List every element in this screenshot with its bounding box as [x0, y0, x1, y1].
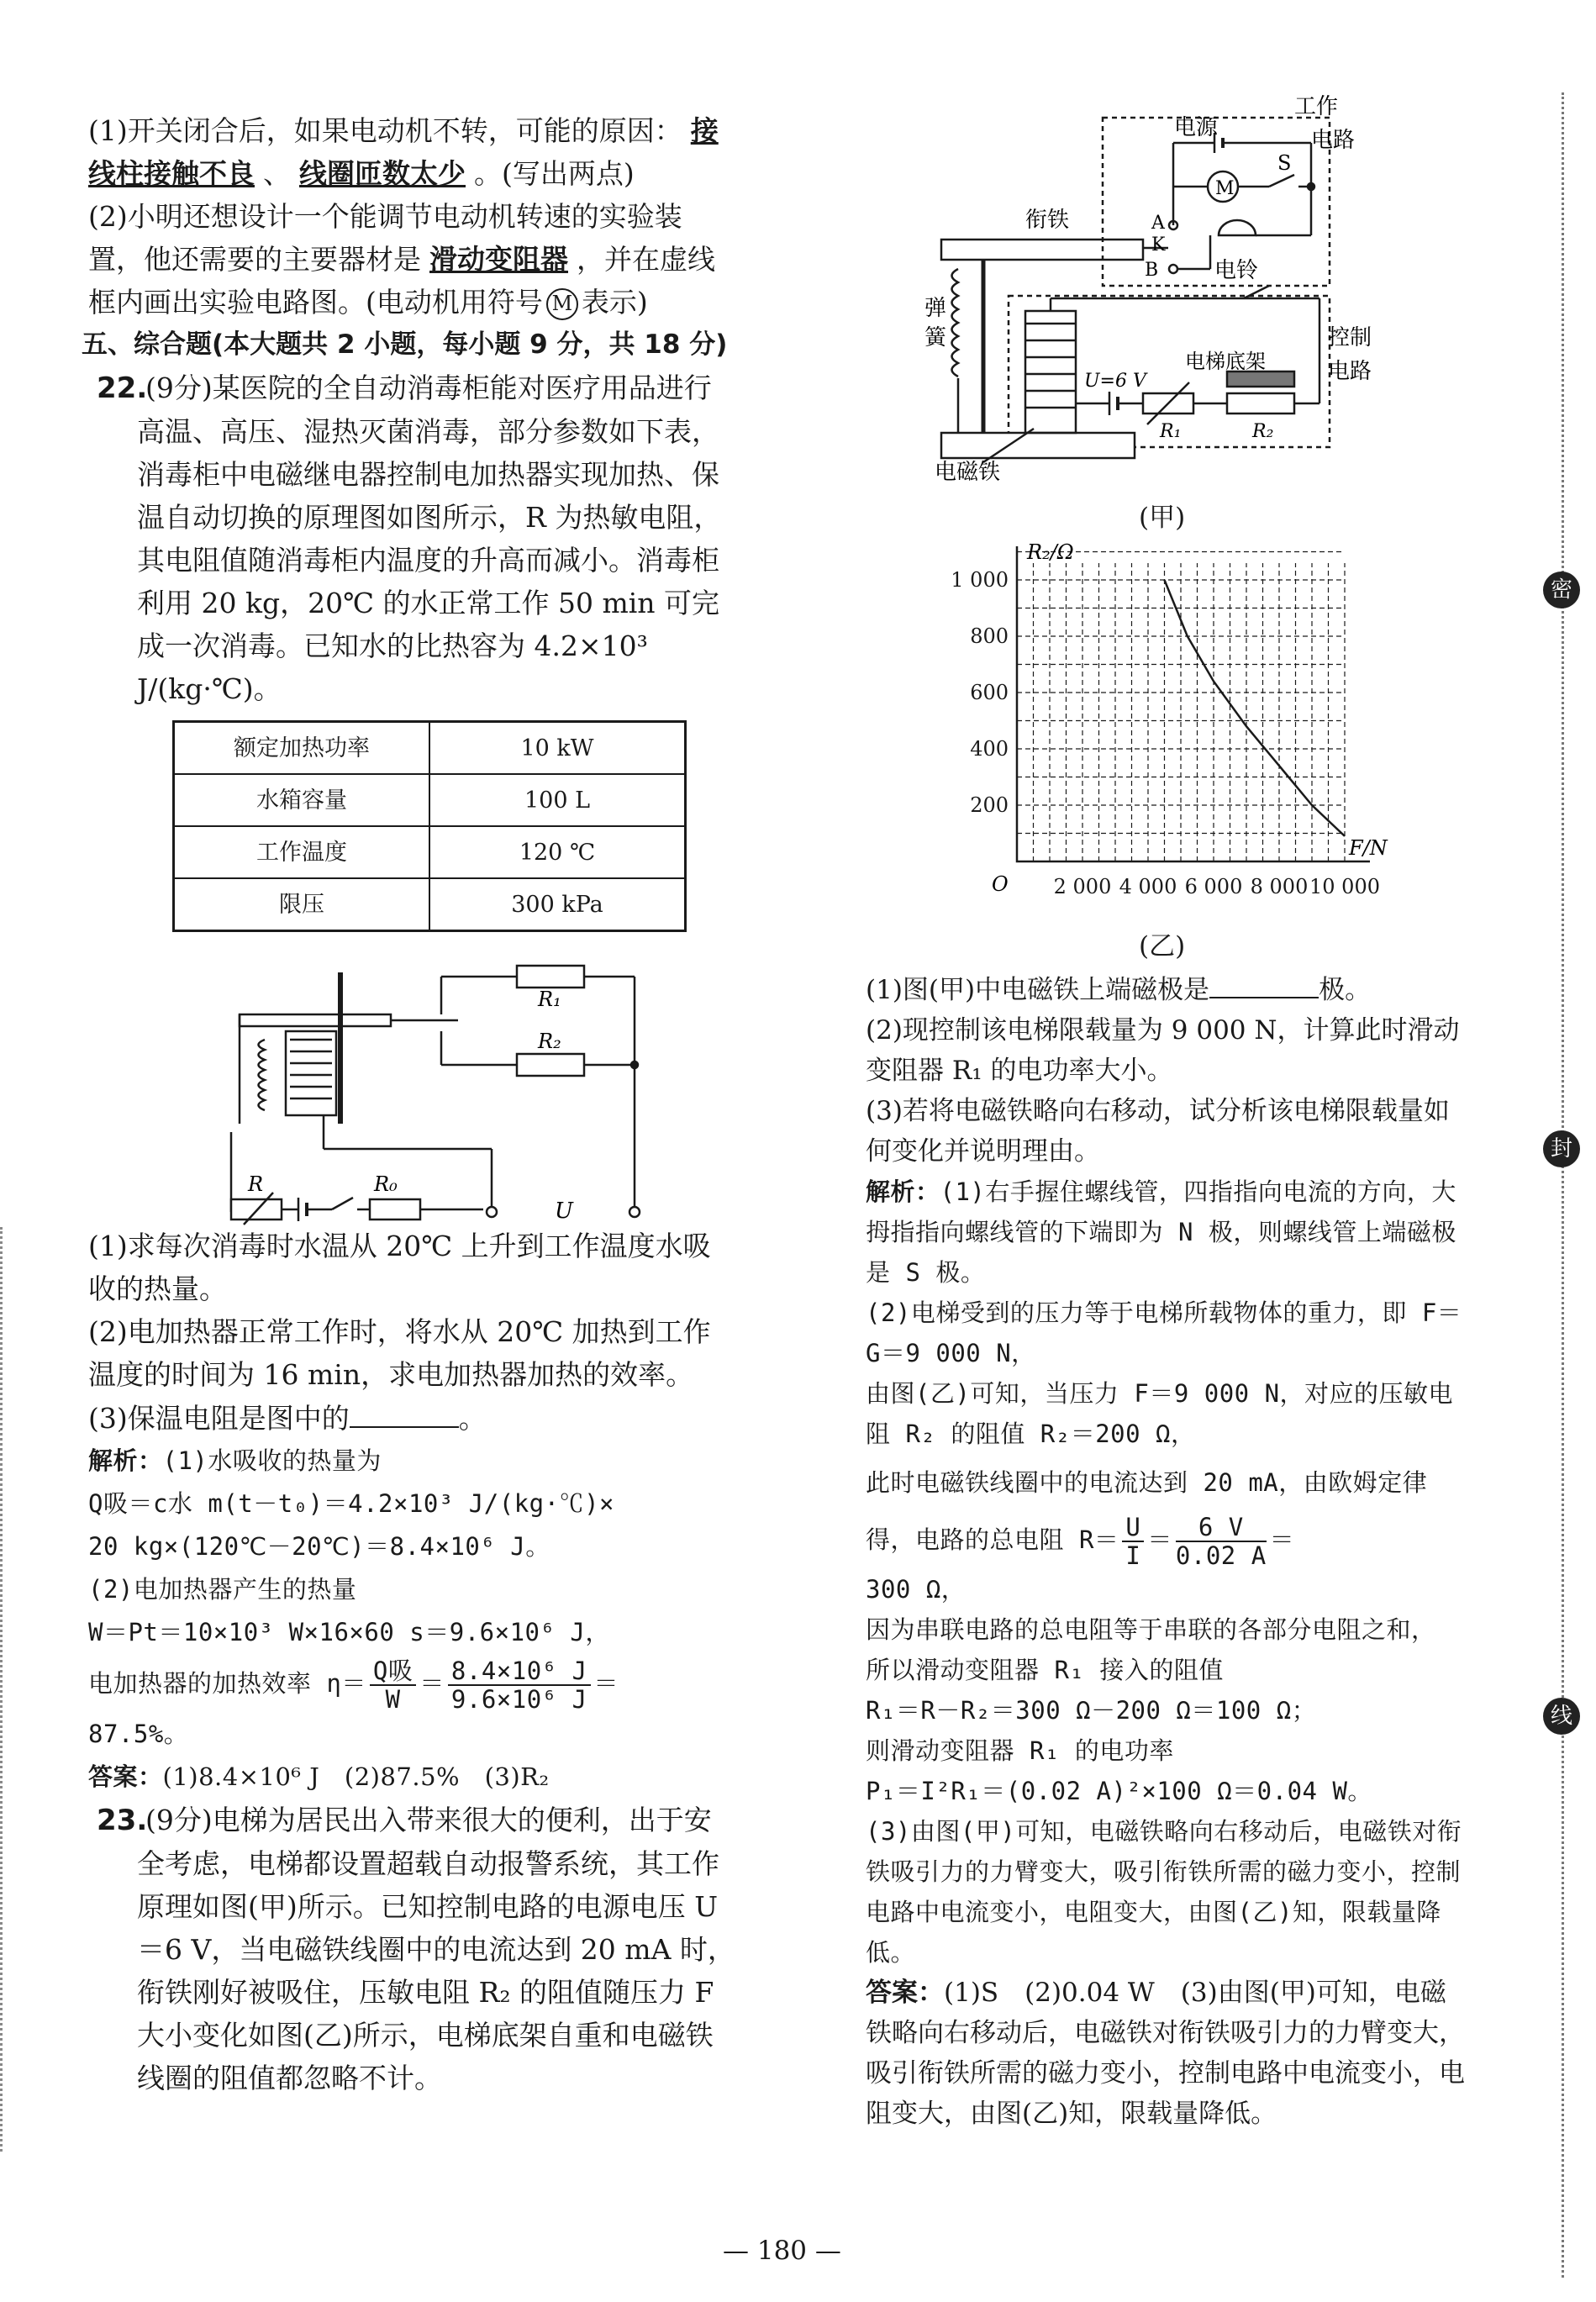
sol-2i: P₁＝I²R₁＝(0.02 A)²×100 Ω＝0.04 W。 — [866, 1777, 1372, 1805]
equals: ＝ — [1269, 1525, 1295, 1554]
frac-den: W — [385, 1685, 401, 1714]
label-ctrl-1: 控制 — [1328, 325, 1372, 350]
answer-label: 答案： — [866, 1978, 944, 2008]
axis-lines — [1017, 546, 1370, 861]
label-r1: R₁ — [538, 988, 561, 1011]
right-column — [866, 967, 1467, 2134]
chart-grid — [1017, 552, 1345, 862]
label-b: B — [1145, 260, 1159, 281]
table-row — [174, 722, 686, 775]
q21-answer-3: 滑动变阻器 — [429, 243, 568, 276]
x-tick-label: 8 000 — [1250, 875, 1309, 898]
sol-2a: (2)电梯受到的压力等于电梯所载物体的重力，即 F＝G＝9 000 N， — [866, 1298, 1462, 1367]
pressure-resistance-chart — [924, 538, 1395, 924]
label-u: U — [555, 1198, 573, 1224]
sol-2c: 此时电磁铁线圈中的电流达到 20 mA，由欧姆定律得，电路的总电阻 R＝ — [866, 1468, 1428, 1554]
answer-label: 答案： — [88, 1762, 163, 1791]
sol-2h: 则滑动变阻器 R₁ 的电功率 — [866, 1736, 1174, 1765]
caption-yi: (乙) — [1139, 931, 1186, 961]
left-edge-dots — [0, 1227, 3, 2152]
equals: ＝ — [1147, 1525, 1172, 1554]
page-number: — 180 — — [723, 2236, 841, 2266]
table-row — [174, 774, 686, 826]
label-platform: 电梯底架 — [1185, 350, 1266, 373]
answer-blank — [1209, 967, 1319, 998]
table-cell: 工作温度 — [174, 826, 430, 878]
section-heading: 五、综合题(本大题共 2 小题，每小题 9 分，共 18 分) — [82, 329, 728, 360]
separator: 、 — [263, 157, 291, 190]
table-cell: 水箱容量 — [174, 774, 430, 826]
frac-num: Q吸 — [370, 1657, 416, 1686]
label-electromagnet: 电磁铁 — [935, 460, 1001, 485]
q21-1-text: (1)开关闭合后，如果电动机不转，可能的原因： — [88, 114, 682, 147]
q21-part2 — [88, 195, 735, 324]
q21-answer-1: 接线柱接触不良 — [88, 114, 719, 190]
label-u6: U=6 V — [1084, 371, 1146, 392]
binding-line — [1562, 92, 1564, 2278]
q22-stem — [88, 366, 735, 710]
equals: ＝ — [419, 1669, 445, 1698]
table-cell: 限压 — [174, 878, 430, 931]
sol-2b: 由图(乙)可知，当压力 F＝9 000 N，对应的压敏电阻 R₂ 的阻值 R₂＝200 Ω， — [866, 1379, 1454, 1448]
seal-xian-icon: 线 — [1543, 1698, 1580, 1735]
label-spring-2: 簧 — [924, 325, 947, 350]
origin-label: O — [992, 872, 1009, 896]
parameter-table — [172, 720, 687, 932]
q23-solution — [866, 1172, 1467, 1973]
left-column — [82, 109, 735, 2099]
q23-number: 23. — [97, 1804, 148, 1837]
q22-3-text: (3)保温电阻是图中的 — [88, 1402, 350, 1435]
table-row — [174, 826, 686, 878]
sol1-line1: Q吸＝c水 m(t－t₀)＝4.2×10³ J/(kg·℃)× — [88, 1489, 614, 1518]
q21-2-text-c: 表示) — [581, 286, 648, 319]
q21-2-text-b: ，并在虚线框内画出实验电路图。(电动机用符号 — [88, 243, 715, 319]
q23-answer: (1)S (2)0.04 W (3)由图(甲)可知，电磁铁略向右移动后，电磁铁对衔铁吸引力的力臂变大，吸引衔铁所需的磁力变小，控制电路中电流变小，电阻变大，由图(乙)知，限载量降低。 — [866, 1978, 1465, 2129]
sol-2f: 所以滑动变阻器 R₁ 接入的阻值 — [866, 1656, 1224, 1684]
label-k: K — [1151, 234, 1166, 255]
label-r2-jia: R₂ — [1252, 421, 1274, 442]
label-power: 电源 — [1174, 115, 1219, 140]
q22-number: 22. — [97, 371, 148, 405]
q23-stem — [88, 1799, 735, 2099]
sol1-line2: 20 kg×(120℃－20℃)＝8.4×10⁶ J。 — [88, 1532, 550, 1561]
table-cell: 100 L — [429, 774, 686, 826]
sol2-line1: W＝Pt＝10×10³ W×16×60 s＝9.6×10⁶ J， — [88, 1618, 610, 1646]
equals: ＝ — [593, 1669, 619, 1698]
fraction — [370, 1657, 416, 1713]
q23-1 — [866, 967, 1467, 1010]
seal-feng-icon: 封 — [1543, 1130, 1580, 1167]
q22-2: (2)电加热器正常工作时，将水从 20℃ 加热到工作温度的时间为 16 min，求电加热器加热的效率。 — [88, 1315, 711, 1391]
table-cell: 120 ℃ — [429, 826, 686, 878]
q21-1-end: 。(写出两点) — [474, 157, 635, 190]
label-r: R — [248, 1172, 264, 1196]
label-armature: 衔铁 — [1025, 208, 1070, 233]
y-tick-label: 200 — [970, 793, 1009, 817]
label-spring-1: 弹 — [924, 296, 947, 321]
sol-2e: 因为串联电路的总电阻等于串联的各部分电阻之和， — [866, 1615, 1436, 1644]
y-tick-label: 800 — [970, 624, 1009, 648]
q23-3: (3)若将电磁铁略向右移动，试分析该电梯限载量如何变化并说明理由。 — [866, 1096, 1450, 1167]
solution-label: 解析： — [88, 1446, 163, 1475]
q22-3 — [88, 1396, 735, 1440]
label-r1-jia: R₁ — [1160, 421, 1182, 442]
q22-answer: (1)8.4×10⁶ J (2)87.5% (3)R₂ — [162, 1762, 550, 1791]
y-axis-label: R₂/Ω — [1027, 540, 1074, 564]
x-tick-label: 10 000 — [1309, 875, 1380, 898]
label-r0: R₀ — [374, 1172, 398, 1196]
y-tick-label: 400 — [970, 737, 1009, 761]
table-cell: 额定加热功率 — [174, 722, 430, 775]
fraction — [1122, 1514, 1144, 1569]
table-cell: 300 kPa — [429, 878, 686, 931]
q23-2: (2)现控制该电梯限载量为 9 000 N，计算此时滑动变阻器 R₁ 的电功率大小。 — [866, 1015, 1460, 1086]
label-m: M — [1215, 178, 1235, 199]
label-a: A — [1151, 213, 1165, 234]
x-tick-label: 4 000 — [1119, 875, 1177, 898]
frac-den: 9.6×10⁶ J — [450, 1685, 587, 1714]
q23-1-end: 极。 — [1319, 975, 1372, 1005]
elevator-circuit-diagram — [924, 94, 1372, 487]
caption-jia: (甲) — [1139, 503, 1186, 533]
x-tick-label: 2 000 — [1053, 875, 1112, 898]
fraction — [1176, 1514, 1267, 1569]
motor-symbol-icon: M — [546, 288, 578, 320]
frac-num: U — [1122, 1514, 1144, 1542]
frac-num: 8.4×10⁶ J — [448, 1657, 591, 1686]
relay-circuit-diagram — [214, 947, 685, 1225]
q21-answer-2: 线圈匝数太少 — [299, 157, 466, 190]
frac-den: I — [1125, 1541, 1141, 1570]
q22-text: (9分)某医院的全自动消毒柜能对医疗用品进行高温、高压、湿热灭菌消毒，部分参数如下表，消毒柜中电磁继电器控制电加热器实现加热、保温自动切换的原理图如图所示，R 为热敏电阻，其电阻值随消毒柜内温度的升高而减小。消毒柜利用 20 kg，20℃ 的水正常工作 50 min 可完成一次消毒。已知水的比热容为 4.2×10³ J/(kg·℃)。 — [137, 371, 722, 705]
label-work-2: 电路 — [1311, 128, 1356, 153]
q22-solution — [88, 1440, 735, 1799]
label-ctrl-2: 电路 — [1328, 359, 1372, 384]
sol1-title: (1)水吸收的热量为 — [162, 1446, 382, 1475]
q21-2-text: (2)小明还想设计一个能调节电动机转速的实验装置，他还需要的主要器材是 — [88, 200, 682, 276]
y-tick-label: 1 000 — [951, 568, 1009, 592]
label-r2: R₂ — [538, 1030, 561, 1053]
solution-label: 解析： — [866, 1177, 940, 1206]
seal-mi-icon: 密 — [1543, 572, 1580, 608]
answer-blank — [350, 1396, 459, 1428]
chart-ticks — [951, 568, 1380, 898]
sol2-eff: 电加热器的加热效率 η＝ — [88, 1669, 366, 1698]
chart-axes — [1017, 546, 1370, 861]
label-s: S — [1277, 151, 1292, 175]
table-cell: 10 kW — [429, 722, 686, 775]
q23-text: (9分)电梯为居民出入带来很大的便利，出于安全考虑，电梯都设置超载自动报警系统，其工作原理如图(甲)所示。已知控制电路的电源电压 U＝6 V，当电磁铁线圈中的电流达到 20 mA 时，衔铁刚好被吸住，压敏电阻 R₂ 的阻值随压力 F 大小变化如图(乙)所示，电梯底架自重和电磁铁线圈的阻值都忽略不计。 — [137, 1804, 735, 2094]
sol2-title: (2)电加热器产生的热量 — [88, 1575, 357, 1604]
y-tick-label: 600 — [970, 681, 1009, 704]
sol-1: (1)右手握住螺线管，四指指向电流的方向，大拇指指向螺线管的下端即为 N 极，则螺线管上端磁极是 S 极。 — [866, 1177, 1456, 1287]
x-tick-label: 6 000 — [1184, 875, 1243, 898]
label-work-1: 工作 — [1294, 94, 1339, 119]
x-axis-label: F/N — [1349, 836, 1388, 860]
sol-3: (3)由图(甲)可知，电磁铁略向右移动后，电磁铁对衔铁吸引力的力臂变大，吸引衔铁所需的磁力变小，控制电路中电流变小，电阻变大，由图(乙)知，限载量降低。 — [866, 1817, 1462, 1967]
q23-1-text: (1)图(甲)中电磁铁上端磁极是 — [866, 975, 1210, 1005]
frac-num: 6 V — [1176, 1514, 1267, 1542]
frac-den: 0.02 A — [1175, 1541, 1267, 1570]
q22-1: (1)求每次消毒时水温从 20℃ 上升到工作温度水吸收的热量。 — [88, 1230, 711, 1305]
q22-3-end: 。 — [458, 1402, 487, 1435]
table-row — [174, 878, 686, 931]
label-bell: 电铃 — [1214, 258, 1259, 283]
fraction — [448, 1657, 591, 1713]
r2-curve — [1165, 580, 1346, 836]
sol-2g: R₁＝R－R₂＝300 Ω－200 Ω＝100 Ω； — [866, 1696, 1317, 1725]
sol2-result: 87.5%。 — [88, 1720, 189, 1748]
sol-2d: 300 Ω， — [866, 1575, 967, 1604]
q21-part1 — [88, 109, 735, 195]
